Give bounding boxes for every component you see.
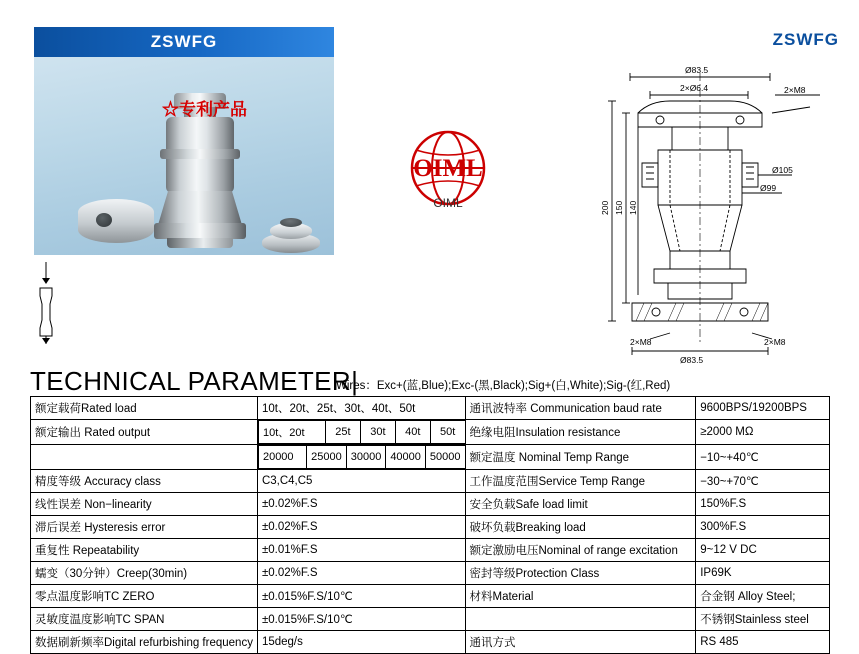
param-value-grid xyxy=(257,420,465,445)
table-row xyxy=(31,445,830,470)
param-label: 零点温度影响TC ZERO xyxy=(31,585,258,608)
param-label: 灵敏度温度影响TC SPAN xyxy=(31,608,258,631)
param-label: 额定载荷Rated load xyxy=(31,397,258,420)
param-value: 150%F.S xyxy=(696,493,830,516)
page-model-title: ZSWFG xyxy=(772,30,839,49)
param-label xyxy=(31,445,258,470)
param-label: 滞后误差 Hysteresis error xyxy=(31,516,258,539)
rated-output-count-cell: 40000 xyxy=(386,446,426,469)
loadcell-ring xyxy=(160,149,240,159)
param-label: 通讯方式 xyxy=(465,631,696,654)
table-row xyxy=(31,608,830,631)
param-value: ±0.015%F.S/10℃ xyxy=(257,585,465,608)
param-label: 工作温度范围Service Temp Range xyxy=(465,470,696,493)
dim-outer-diameter: Ø83.5 xyxy=(685,65,709,75)
dim-bolt-holes: 2×Ø6.4 xyxy=(680,83,709,93)
oiml-caption: OIML xyxy=(433,196,463,210)
param-label: 线性误差 Non−linearity xyxy=(31,493,258,516)
param-value: 10t、20t、25t、30t、40t、50t xyxy=(257,397,465,420)
table-row xyxy=(31,493,830,516)
param-value: ±0.02%F.S xyxy=(257,516,465,539)
dim-thread-bottom-right: 2×M8 xyxy=(764,337,786,347)
param-value: ±0.02%F.S xyxy=(257,562,465,585)
param-label: 绝缘电阻Insulation resistance xyxy=(465,420,696,445)
rated-output-count-cell: 50000 xyxy=(425,446,464,469)
param-value: 不锈钢Stainless steel xyxy=(696,608,830,631)
table-row xyxy=(31,420,830,445)
rated-output-count-cell: 25000 xyxy=(307,446,347,469)
dim-thread-top: 2×M8 xyxy=(784,85,806,95)
rated-output-count-cell: 30000 xyxy=(346,446,386,469)
technical-parameter-heading: TECHNICAL PARAMETER| xyxy=(30,366,359,396)
product-photo xyxy=(34,57,334,255)
rated-output-cell: 10t、20t xyxy=(258,421,325,444)
patent-badge-text: ☆专利产品 xyxy=(162,100,247,119)
dim-thread-bottom-left: 2×M8 xyxy=(630,337,652,347)
product-header-title: ZSWFG xyxy=(150,32,218,51)
rated-output-cell: 40t xyxy=(395,421,430,444)
param-label: 额定激励电压Nominal of range excitation xyxy=(465,539,696,562)
rated-output-counts-subtable xyxy=(258,445,465,469)
table-row xyxy=(31,562,830,585)
dim-height-150: 150 xyxy=(614,200,624,215)
loadcell-cone xyxy=(158,191,242,225)
param-label: 额定输出 Rated output xyxy=(31,420,258,445)
loadcell-foot xyxy=(167,238,233,248)
rated-output-subtable xyxy=(258,420,465,444)
param-value: ±0.015%F.S/10℃ xyxy=(257,608,465,631)
param-label: 安全负载Safe load limit xyxy=(465,493,696,516)
param-label: 数据刷新频率Digital refurbishing frequency xyxy=(31,631,258,654)
engineering-drawing xyxy=(520,55,850,365)
table-row xyxy=(31,397,830,420)
param-value: ±0.01%F.S xyxy=(257,539,465,562)
param-label: 通讯波特率 Communication baud rate xyxy=(465,397,696,420)
loadcell-outline-icon xyxy=(28,262,64,344)
param-value: IP69K xyxy=(696,562,830,585)
washer-cap xyxy=(280,218,302,227)
param-label: 破坏负载Breaking load xyxy=(465,516,696,539)
param-value: 9~12 V DC xyxy=(696,539,830,562)
param-label: 精度等级 Accuracy class xyxy=(31,470,258,493)
loadcell-base xyxy=(154,223,246,239)
rated-output-cell: 50t xyxy=(430,421,464,444)
mounting-disc-hole xyxy=(96,213,112,227)
technical-parameter-table xyxy=(30,396,830,654)
param-label: 蠕变（30分钟）Creep(30min) xyxy=(31,562,258,585)
param-value: 300%F.S xyxy=(696,516,830,539)
dim-dia-105: Ø105 xyxy=(772,165,793,175)
param-value: −10~+40℃ xyxy=(696,445,830,470)
param-label: 材料Material xyxy=(465,585,696,608)
param-label: 重复性 Repeatability xyxy=(31,539,258,562)
rated-output-cell: 25t xyxy=(325,421,360,444)
table-row xyxy=(31,585,830,608)
product-header-band xyxy=(34,27,334,57)
dim-dia-99: Ø99 xyxy=(760,183,777,193)
param-value: ≥2000 MΩ xyxy=(696,420,830,445)
table-row xyxy=(31,516,830,539)
rated-output-cell: 30t xyxy=(360,421,395,444)
dim-height-200: 200 xyxy=(600,200,610,215)
dim-bottom-diameter: Ø83.5 xyxy=(680,355,704,365)
mounting-disc xyxy=(78,199,154,243)
param-label: 密封等级Protection Class xyxy=(465,562,696,585)
dim-height-140: 140 xyxy=(628,200,638,215)
param-value: 15deg/s xyxy=(257,631,465,654)
param-value: 9600BPS/19200BPS xyxy=(696,397,830,420)
param-value: C3,C4,C5 xyxy=(257,470,465,493)
param-value-grid xyxy=(257,445,465,470)
param-value: −30~+70℃ xyxy=(696,470,830,493)
param-value: 合金钢 Alloy Steel; xyxy=(696,585,830,608)
svg-text:OIML: OIML xyxy=(413,155,483,182)
param-label xyxy=(465,608,696,631)
rated-output-count-cell: 20000 xyxy=(258,446,306,469)
param-value: RS 485 xyxy=(696,631,830,654)
table-row xyxy=(31,539,830,562)
wires-note: Wires：Exc+(蓝,Blue);Exc-(黑,Black);Sig+(白,White);Sig-(红,Red) xyxy=(336,380,671,392)
param-label: 额定温度 Nominal Temp Range xyxy=(465,445,696,470)
table-row xyxy=(31,470,830,493)
param-value: ±0.02%F.S xyxy=(257,493,465,516)
table-row xyxy=(31,631,830,654)
